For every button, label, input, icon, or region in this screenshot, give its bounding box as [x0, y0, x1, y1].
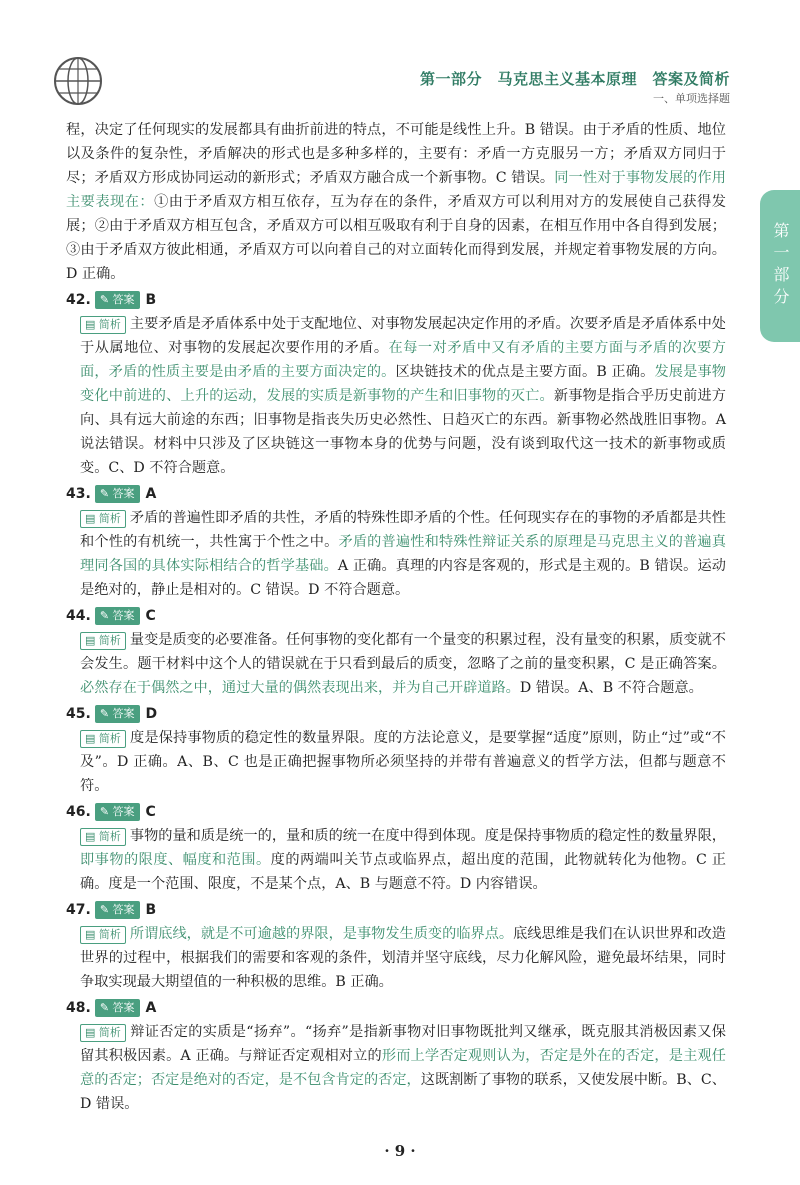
analysis-badge: ▤ 简析 [80, 730, 126, 748]
analysis-paragraph [80, 824, 726, 896]
analysis-text-segment: 辩证否定的实质是“扬弃”。“扬弃”是指新事物对旧事物既批判又继承，既克服其消极因素又保留其积极因素。A 正确。与辩证否定观相对立的 [80, 1024, 726, 1064]
question-answer-row [66, 702, 726, 726]
question-number: 43. [66, 486, 91, 502]
analysis-badge: ▤ 简析 [80, 1024, 126, 1042]
analysis-text-segment: 底线思维是我们在认识世界和改造世界的过程中，根据我们的需要和客观的条件，划清并坚守底线，尽力化解风险，避免最坏结果，同时争取实现最大期望值的一种积极的思维。B 正确。 [80, 926, 726, 990]
analysis-badge: ▤ 简析 [80, 316, 126, 334]
analysis-text-segment: 矛盾的普遍性和特殊性辩证关系的原理是马克思主义的普遍真理同各国的具体实际相结合的哲学基础。 [80, 534, 726, 574]
question-number: 47. [66, 902, 91, 918]
question-answer-row [66, 800, 726, 824]
analysis-paragraph [80, 1020, 726, 1116]
answer-letter: A [145, 1000, 157, 1016]
page-header [0, 0, 800, 115]
analysis-badge: ▤ 简析 [80, 510, 126, 528]
globe-logo-icon [52, 55, 104, 107]
analysis-text-segment: 度是保持事物质的稳定性的数量界限。度的方法论意义，是要掌握“适度”原则，防止“过”或“不及”。D 正确。A、B、C 也是正确把握事物所必须坚持的并带有普遍意义的哲学方法，但都与题意不符。 [80, 730, 726, 794]
analysis-text-segment: 主要矛盾是矛盾体系中处于支配地位、对事物发展起决定作用的矛盾。次要矛盾是矛盾体系中处于从属地位、对事物的发展起次要作用的矛盾。 [80, 316, 726, 356]
section-subtitle: 一、单项选择题 [653, 92, 730, 105]
question-number: 45. [66, 706, 91, 722]
answer-badge: ✎ 答案 [95, 705, 140, 723]
analysis-text-segment: 矛盾的普遍性即矛盾的共性，矛盾的特殊性即矛盾的个性。任何现实存在的事物的矛盾都是共性和个性的有机统一，共性寓于个性之中。 [80, 510, 726, 550]
analysis-paragraph [80, 312, 726, 480]
part-side-tab: 第一部分 [760, 190, 800, 342]
analysis-badge: ▤ 简析 [80, 926, 126, 944]
analysis-text-segment: 事物的量和质是统一的，量和质的统一在度中得到体现。度是保持事物质的稳定性的数量界限， [129, 828, 726, 844]
intro-text-segment: ①由于矛盾双方相互依存，互为存在的条件，矛盾双方可以利用对方的发展使自己获得发展；②由于矛盾双方相互包含，矛盾双方可以相互吸取有利于自身的因素，在相互作用中各自得到发展；③由于矛盾双方彼此相通，矛盾双方可以向着自己的对立面转化而得到发展，并规定着事物发展的方向。D 正确。 [66, 194, 726, 282]
analysis-badge: ▤ 简析 [80, 632, 126, 650]
intro-text-segment: 同一性对于事物发展的作用主要表现在： [66, 170, 726, 210]
analysis-text-segment: 区块链技术的优点是主要方面。B 正确。 [395, 364, 655, 380]
question-answer-row [66, 288, 726, 312]
question-answer-row [66, 482, 726, 506]
intro-paragraph [66, 118, 726, 286]
analysis-text-segment: D 错误。A、B 不符合题意。 [519, 680, 703, 696]
intro-text-segment: 程，决定了任何现实的发展都具有曲折前进的特点，不可能是线性上升。B 错误。由于矛盾的性质、地位以及条件的复杂性，矛盾解决的形式也是多种多样的，主要有：矛盾一方克服另一方；矛盾双方同归于尽；矛盾双方形成协同运动的新形式；矛盾双方融合成一个新事物。C 错误。 [66, 122, 726, 186]
analysis-badge: ▤ 简析 [80, 828, 126, 846]
page-number: · 9 · [384, 1142, 416, 1160]
analysis-text-segment: 所谓底线，就是不可逾越的界限，是事物发生质变的临界点。 [129, 926, 514, 942]
analysis-text-segment: A 正确。真理的内容是客观的，形式是主观的。B 错误。运动是绝对的，静止是相对的。C 错误。D 不符合题意。 [80, 558, 726, 598]
question-number: 42. [66, 292, 91, 308]
question-answer-row [66, 898, 726, 922]
analysis-paragraph [80, 628, 726, 700]
analysis-paragraph [80, 726, 726, 798]
answer-badge: ✎ 答案 [95, 803, 140, 821]
question-answer-row [66, 604, 726, 628]
analysis-text-segment: 形而上学否定观则认为，否定是外在的否定，是主观任意的否定；否定是绝对的否定，是不包含肯定的否定， [80, 1048, 726, 1088]
page-title: 第一部分 马克思主义基本原理 答案及简析 [419, 70, 730, 88]
analysis-text-segment: 即事物的限度、幅度和范围。 [80, 852, 271, 868]
answer-badge: ✎ 答案 [95, 901, 140, 919]
analysis-text-segment: 必然存在于偶然之中，通过大量的偶然表现出来，并为自己开辟道路。 [80, 680, 520, 696]
answer-letter: D [145, 706, 158, 722]
question-number: 48. [66, 1000, 91, 1016]
analysis-text-segment: 这既割断了事物的联系，又使发展中断。B、C、D 错误。 [80, 1072, 726, 1112]
analysis-text-segment: 发展是事物变化中前进的、上升的运动，发展的实质是新事物的产生和旧事物的灭亡。 [80, 364, 726, 404]
analysis-paragraph [80, 506, 726, 602]
answer-letter: C [145, 804, 156, 820]
question-answer-row [66, 996, 726, 1020]
answer-letter: B [145, 902, 157, 918]
question-number: 46. [66, 804, 91, 820]
analysis-text-segment: 度的两端叫关节点或临界点，超出度的范围，此物就转化为他物。C 正确。度是一个范围、限度，不是某个点，A、B 与题意不符。D 内容错误。 [80, 852, 726, 892]
answer-badge: ✎ 答案 [95, 485, 140, 503]
analysis-text-segment: 在每一对矛盾中又有矛盾的主要方面与矛盾的次要方面，矛盾的性质主要是由矛盾的主要方面决定的。 [80, 340, 726, 380]
analysis-text-segment: 量变是质变的必要准备。任何事物的变化都有一个量变的积累过程，没有量变的积累，质变就不会发生。题干材料中这个人的错误就在于只看到最后的质变，忽略了之前的量变积累，C 是正确答案。 [80, 632, 726, 672]
answer-letter: A [145, 486, 157, 502]
answer-badge: ✎ 答案 [95, 999, 140, 1017]
answer-content [66, 118, 726, 1116]
analysis-text-segment: 新事物是指合乎历史前进方向、具有远大前途的东西；旧事物是指丧失历史必然性、日趋灭亡的东西。新事物必然战胜旧事物。A 说法错误。材料中只涉及了区块链这一事物本身的优势与问题，没有谈到取代这一技术的新事物或质变。C、D 不符合题意。 [80, 388, 726, 476]
answer-letter: C [145, 608, 156, 624]
answer-letter: B [145, 292, 157, 308]
answer-badge: ✎ 答案 [95, 607, 140, 625]
analysis-paragraph [80, 922, 726, 994]
answer-badge: ✎ 答案 [95, 291, 140, 309]
question-number: 44. [66, 608, 91, 624]
